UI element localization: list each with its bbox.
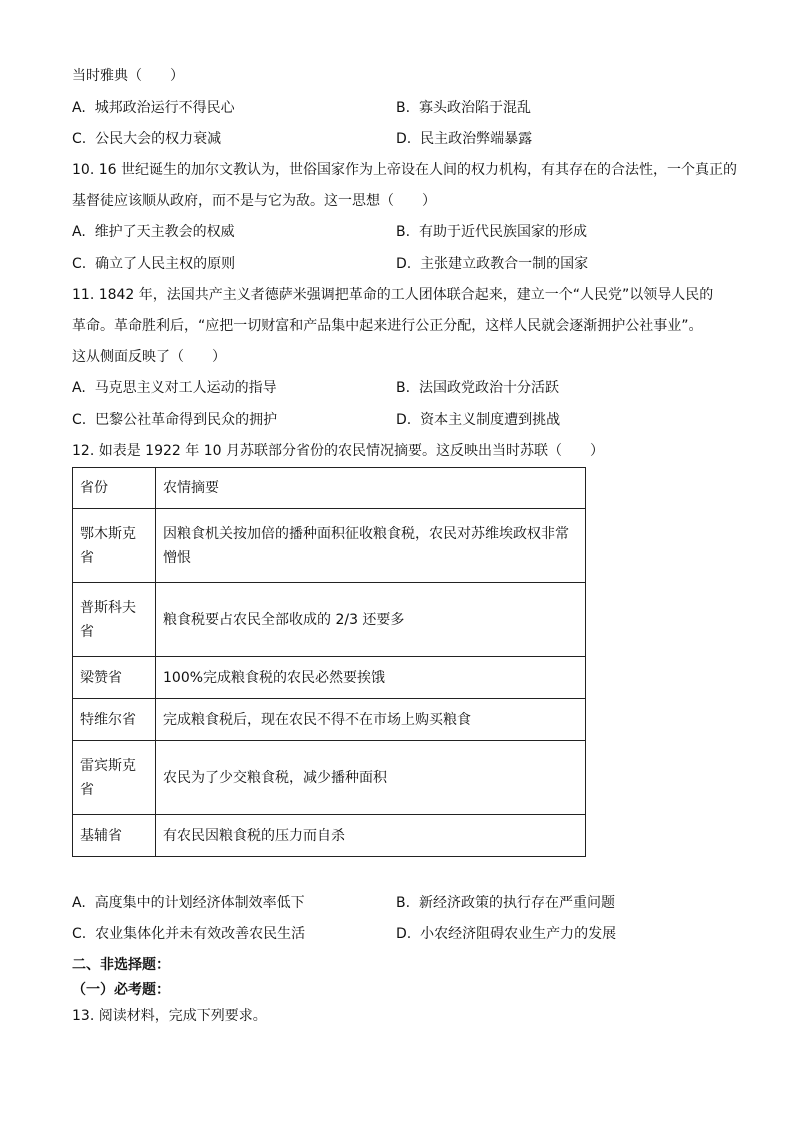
table-header-row — [73, 468, 586, 509]
q11-option-b: B. 法国政党政治十分活跃 — [396, 380, 559, 396]
q12-option-a: A. 高度集中的计划经济体制效率低下 — [72, 895, 305, 911]
table-cell-summary: 粮食税要占农民全部收成的 2/3 还要多 — [156, 583, 586, 657]
table-cell-summary: 有农民因粮食税的压力而自杀 — [156, 815, 586, 857]
q11-stem-line2: 革命。革命胜利后，“应把一切财富和产品集中起来进行公正分配，这样人民就会逐渐拥护公社事业”。 — [72, 318, 703, 334]
q10-option-a: A. 维护了天主教会的权威 — [72, 224, 235, 240]
q10-option-c: C. 确立了人民主权的原则 — [72, 256, 236, 272]
section-heading: 二、非选择题： — [72, 957, 170, 973]
table-row — [73, 741, 586, 815]
table-row — [73, 509, 586, 583]
table-row — [73, 583, 586, 657]
q13-stem: 13. 阅读材料，完成下列要求。 — [72, 1008, 267, 1024]
table-cell-province: 普斯科夫省 — [73, 583, 156, 657]
q9-option-b: B. 寡头政治陷于混乱 — [396, 100, 531, 116]
q12-stem: 12. 如表是 1922 年 10 月苏联部分省份的农民情况摘要。这反映出当时苏联（ ） — [72, 443, 604, 459]
table-cell-province: 雷宾斯克省 — [73, 741, 156, 815]
q10-stem-line1: 10. 16 世纪诞生的加尔文教认为，世俗国家作为上帝设在人间的权力机构，有其存在的合法性，一个真正的 — [72, 162, 737, 178]
table-cell-province: 鄂木斯克省 — [73, 509, 156, 583]
table-cell-province: 梁赞省 — [73, 657, 156, 699]
q11-option-a: A. 马克思主义对工人运动的指导 — [72, 380, 277, 396]
q11-option-c: C. 巴黎公社革命得到民众的拥护 — [72, 412, 278, 428]
table-header-province: 省份 — [73, 468, 156, 509]
subsection-heading: （一）必考题： — [72, 982, 170, 998]
q9-option-d: D. 民主政治弊端暴露 — [396, 131, 533, 147]
table-row — [73, 815, 586, 857]
table-header-summary: 农情摘要 — [156, 468, 586, 509]
q9-option-c: C. 公民大会的权力衰减 — [72, 131, 222, 147]
q11-stem-line3: 这从侧面反映了（ ） — [72, 349, 226, 365]
q10-stem-line2: 基督徒应该顺从政府，而不是与它为敌。这一思想（ ） — [72, 193, 436, 209]
q11-option-d: D. 资本主义制度遭到挑战 — [396, 412, 561, 428]
q12-option-c: C. 农业集体化并未有效改善农民生活 — [72, 926, 306, 942]
q11-stem-line1: 11. 1842 年，法国共产主义者德萨米强调把革命的工人团体联合起来，建立一个“人民党”以领导人民的 — [72, 287, 714, 303]
q9-stem-tail: 当时雅典（ ） — [72, 68, 184, 84]
table-cell-summary: 因粮食机关按加倍的播种面积征收粮食税，农民对苏维埃政权非常憎恨 — [156, 509, 586, 583]
table-cell-summary: 完成粮食税后，现在农民不得不在市场上购买粮食 — [156, 699, 586, 741]
table-cell-summary: 农民为了少交粮食税，减少播种面积 — [156, 741, 586, 815]
q12-option-d: D. 小农经济阻碍农业生产力的发展 — [396, 926, 617, 942]
table-row — [73, 699, 586, 741]
q9-option-a: A. 城邦政治运行不得民心 — [72, 100, 235, 116]
q10-option-b: B. 有助于近代民族国家的形成 — [396, 224, 587, 240]
table-cell-summary: 100%完成粮食税的农民必然要挨饿 — [156, 657, 586, 699]
table-row — [73, 657, 586, 699]
table-cell-province: 基辅省 — [73, 815, 156, 857]
table-cell-province: 特维尔省 — [73, 699, 156, 741]
q10-option-d: D. 主张建立政教合一制的国家 — [396, 256, 589, 272]
peasant-situation-table — [72, 467, 586, 857]
q12-option-b: B. 新经济政策的执行存在严重问题 — [396, 895, 615, 911]
